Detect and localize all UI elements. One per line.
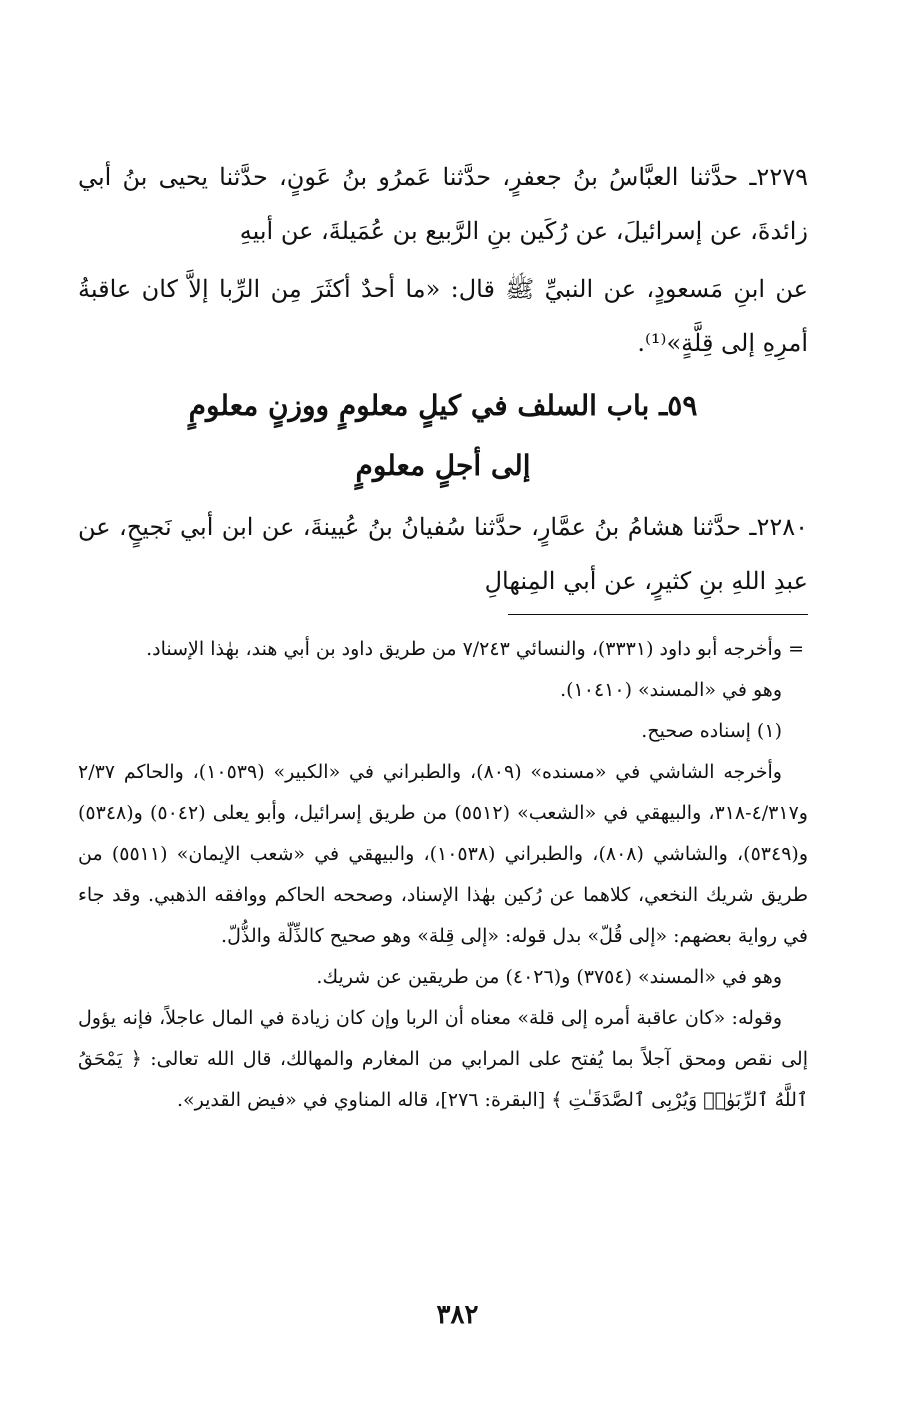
footnote-p4: وأخرجه الشاشي في «مسنده» (٨٠٩)، والطبراني في «الكبير» (١٠٥٣٩)، والحاكم ٢/٣٧ و٤/٣١٧-٣١٨، والبيهقي في «الشعب» (٥٥١٢) من طريق إسرائيل، وأبو يعلى (٥٠٤٢) و(٥٣٤٨) و(٥٣٤٩)، والشاشي (٨٠٨)، والطبراني (١٠٥٣٨)، والبيهقي في «شعب الإيمان» (٥٥١١) من طريق شريك النخعي، كلاهما عن رُكين بهٰذا الإسناد، وصححه الحاكم ووافقه الذهبي. وقد جاء في رواية بعضهم: «إلى قُلّ» بدل قوله: «إلى قِلة» وهو صحيح كالذِّلّة والذُّلّ. <box>78 761 808 947</box>
hadith-2279-line1: ٢٢٧٩ـ حدَّثنا العبَّاسُ بنُ جعفرٍ، حدَّثنا عَمرُو بنُ عَونٍ، حدَّثنا يحيى بنُ <box>122 163 808 191</box>
hadith-2279-line4: كان عاقبةُ أمرِهِ إلى قِلَّةٍ»⁽¹⁾. <box>78 275 808 357</box>
footnote-p2: وهو في «المسند» (١٠٤١٠). <box>560 679 782 701</box>
hadith-2279 <box>78 150 808 370</box>
hadith-2279-matn <box>78 262 808 370</box>
page-number: ٣٨٢ <box>436 1300 479 1330</box>
footnotes-section <box>78 629 808 1121</box>
continuation-mark: = <box>788 638 804 660</box>
chapter-title-line2: إلى أجلٍ معلومٍ <box>355 449 531 482</box>
footnote-divider <box>508 614 808 615</box>
hadith-2279-line2: أبي زائدةَ، عن إسرائيلَ، عن رُكَين بنِ الرَّبيع بن عُمَيلةَ، عن أبيهِ <box>78 163 808 245</box>
footnote-continuation <box>78 629 808 670</box>
page-body <box>78 150 808 1121</box>
footnote-p5: وهو في «المسند» (٣٧٥٤) و(٤٠٢٦) من طريقين عن شريك. <box>316 966 782 988</box>
footnote-p6: وقوله: «كان عاقبة أمره إلى قلة» معناه أن الربا وإن كان زيادة في المال عاجلاً، فإنه يؤول إلى نقص ومحق آجلاً بما يُفتح على المرابي من المغارم والمهالك، قال الله تعالى: ﴿ يَمْحَقُ ٱللَّهُ ٱلرِّبَوٰا۟ وَيُرْبِى ٱلصَّدَقَـٰتِ ﴾ [البقرة: ٢٧٦]، قاله المناوي في «فيض القدير». <box>78 1007 808 1111</box>
hadith-2280-line2: نَجيحٍ، عن عبدِ اللهِ بنِ كثيرٍ، عن أبي المِنهالِ <box>78 513 808 595</box>
hadith-2280-line1: ٢٢٨٠ـ حدَّثنا هشامُ بنُ عمَّارٍ، حدَّثنا سُفيانُ بنُ عُيينةَ، عن ابن أبي <box>180 513 808 541</box>
hadith-2279-line3: عن ابنِ مَسعودٍ، عن النبيِّ ﷺ قال: «ما أحدٌ أكثَرَ مِن الرِّبا إلاَّ <box>188 275 808 303</box>
footnote-1-marker: (١) إسناده صحيح. <box>641 720 782 742</box>
chapter-heading <box>78 376 808 496</box>
hadith-2280 <box>78 500 808 608</box>
hadith-2280-text <box>78 500 808 608</box>
chapter-title-line1: ٥٩ـ باب السلف في كيلٍ معلومٍ ووزنٍ معلومٍ <box>188 389 698 422</box>
hadith-2279-text <box>78 150 808 258</box>
footnote-p1: وأخرجه أبو داود (٣٣٣١)، والنسائي ٧/٢٤٣ من طريق داود بن أبي هند، بهٰذا الإسناد. <box>146 638 782 660</box>
